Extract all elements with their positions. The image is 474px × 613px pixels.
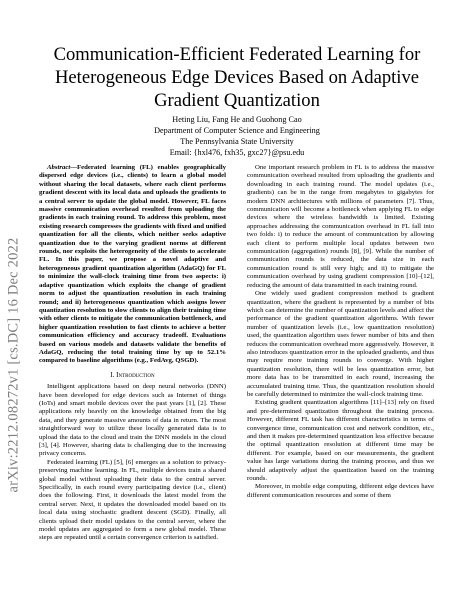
- author-block: [40, 114, 434, 158]
- paper-title: Communication-Efficient Federated Learning for Heterogeneous Edge Devices Based on Adaptive Gradient Quantization: [53, 44, 421, 111]
- arxiv-identifier: [3, 160, 25, 570]
- abstract-label: Abstract: [47, 164, 71, 171]
- affiliation-university: The Pennsylvania State University: [180, 137, 294, 146]
- abstract: [39, 164, 226, 366]
- body-paragraph-1: One important research problem in FL is to address the massive communication overhead resulted from uploading the gradients and downloading in each training round. The model updates (i.e., gradients) can be in the range from megabytes to gigabytes for modern DNN architectures with millions of parameters [7]. Thus, communication will become a bottleneck when applying FL to edge devices where the wireless bandwidth is limited. Existing approaches addressing the communication overhead in FL fall into two folds: i) to reduce the amount of communication by allowing each client to perform multiple local updates between two communication (aggregation) rounds [8], [9]. While the number of communication rounds is reduced, the data size in each communication round is still very high; and ii) to mitigate the communication overhead by using gradient compression [10]–[12], reducing the amount of data transmitted in each training round.: [247, 164, 434, 289]
- abstract-text: —Federated learning (FL) enables geographically dispersed edge devices (i.e., clients) to learn a global model without sharing the local datasets, where each client performs gradient descent with its local data and uploads the gradients to a central server to update the global model. However, FL faces massive communication overhead resulted from uploading the gradients in each training round. To address this problem, most existing research compresses the gradients with fixed and unified quantization for all the clients, which neither seeks adaptive quantization due to the varying gradient norms at different rounds, nor exploits the heterogeneity of the clients to accelerate FL. In this paper, we propose a novel adaptive and heterogeneous gradient quantization algorithm (AdaGQ) for FL to minimize the wall-clock training time from two aspects: i) adaptive quantization which exploits the change of gradient norm to adjust the quantization resolution in each training round; and ii) heterogeneous quantization which assigns lower quantization resolution to slow clients to align their training time with other clients to mitigate the communication bottleneck, and higher quantization resolution to fast clients to achieve a better communication efficiency and accuracy tradeoff. Evaluations based on various models and datasets validate the benefits of AdaGQ, reducing the total training time by up to 52.1% compared to baseline algorithms (e.g., FedAvg, QSGD).: [39, 164, 226, 365]
- left-column: [39, 164, 226, 543]
- authors: Heting Liu, Fang He and Guohong Cao: [172, 115, 302, 124]
- body-paragraph-2: One widely used gradient compression method is gradient quantization, where the gradient is represented by a number of bits which can determine the number of quantization levels and affect the performance of the gradient quantization algorithms. With fewer number of quantization levels (i.e., low quantization resolution) used, the quantization algorithm uses fewer number of bits and then reduces the communication overhead more aggressively. However, it also introduces quantization error in the uploaded gradients, and thus may require more training rounds to converge. With higher quantization resolution, there will be less quantization error, but more data has to be transmitted in each round, increasing the accumulated training time. Thus, the quantization resolution should be carefully determined to minimize the wall-clock training time.: [247, 290, 434, 398]
- arxiv-id-text: arXiv:2212.08272v1 [cs.DC] 16 Dec 2022: [5, 237, 22, 493]
- section-heading-introduction: I. Introduction: [110, 371, 155, 379]
- affiliation-dept: Department of Computer Science and Engineering: [154, 126, 320, 135]
- right-column: [247, 164, 434, 500]
- intro-paragraph-2: Federated learning (FL) [5], [6] emerges as a solution to privacy-preserving machine learning. In FL, multiple devices train a shared global model without uploading their data to the central server. Specifically, in each round every participating device (i.e., client) does the following. First, it downloads the latest model from the central server. Next, it updates the downloaded model based on its local data using stochastic gradient descent (SGD). Finally, all clients upload their model updates to the central server, where the model updates are aggregated to form a new global model. These steps are repeated until a certain convergence criterion is satisfied.: [39, 458, 226, 542]
- body-paragraph-4: Moreover, in mobile edge computing, different edge devices have different communication resources and some of them: [247, 483, 434, 499]
- body-paragraph-3: Existing gradient quantization algorithms [11]–[13] rely on fixed and pre-determined quantization throughout the training process. However, different FL task has different characteristics in terms of convergence time, communication cost and network condition, etc., and then it makes pre-determined quantization less effective because the optimal quantization resolution at different time may be different. For example, based on our measurements, the gradient value has large variations during the training process, and thus we should adaptively adjust the quantization based on the training rounds.: [247, 399, 434, 483]
- intro-paragraph-1: Intelligent applications based on deep neural networks (DNN) have been developed for edge devices such as Internet of things (IoTs) and smart mobile devices over the past years [1], [2]. These applications rely heavily on the knowledge obtained from the big data, and they generate massive amounts of data in return. The most straightforward way to utilize these locally generated data is to upload the data to the cloud and train the DNN models in the cloud [3], [4]. However, sharing data is challenging due to the increasing privacy concerns.: [39, 383, 226, 458]
- email: Email: {hxl476, fxh35, gxc27}@psu.edu: [169, 148, 305, 157]
